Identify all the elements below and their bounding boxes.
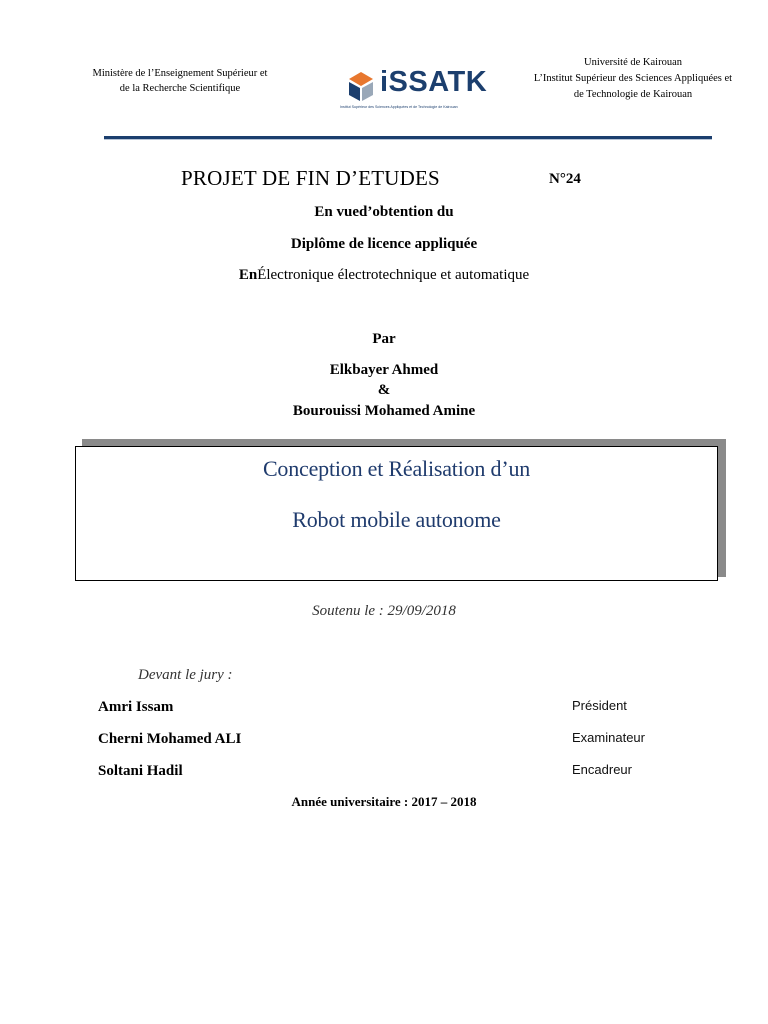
project-title-line-1: Conception et Réalisation d’un [262,456,531,481]
university-line-3: de Technologie de Kairouan [573,89,693,100]
project-number: N°24 [549,171,581,187]
by-label: Par [372,331,396,347]
jury-member-name: Soltani Hadil [98,763,183,779]
degree-field [0,267,768,284]
degree-field-prefix: En [238,267,258,283]
academic-year: Année universitaire : 2017 – 2018 [291,794,477,809]
jury-member-role: Encadreur [572,762,632,777]
jury-member-role: Président [572,698,627,713]
project-title-line-2: Robot mobile autonome [292,507,501,532]
logo-emblem-icon [344,70,378,104]
defense-date: Soutenu le : 29/09/2018 [312,603,456,619]
jury-member-role: Examinateur [572,730,645,745]
degree-intro: En vued’obtention du [314,204,454,220]
university-line-2: L’Institut Supérieur des Sciences Appliquées et [533,73,733,84]
header-divider [104,136,712,140]
degree-field-name: Électronique électrotechnique et automatique [257,267,530,283]
author-1: Elkbayer Ahmed [329,362,439,378]
jury-member-name: Cherni Mohamed ALI [98,731,242,747]
university-line-1: Université de Kairouan [584,57,682,68]
issatk-logo [340,66,490,120]
document-title: PROJET DE FIN D’ETUDES [181,166,440,190]
degree-name: Diplôme de licence appliquée [290,236,478,252]
ministry-line-1: Ministère de l’Enseignement Supérieur et [92,68,268,79]
logo-subtext: Institut Supérieur des Sciences Appliquées et de Technologie de Kairouan [340,105,458,109]
ministry-header [62,66,298,96]
university-header [506,55,760,103]
jury-member-name: Amri Issam [98,699,174,715]
author-2: Bourouissi Mohamed Amine [292,403,476,419]
author-separator: & [377,382,391,398]
ministry-line-2: de la Recherche Scientifique [119,83,241,94]
jury-heading: Devant le jury : [138,667,233,683]
logo-wordmark: iSSATK [380,66,488,98]
